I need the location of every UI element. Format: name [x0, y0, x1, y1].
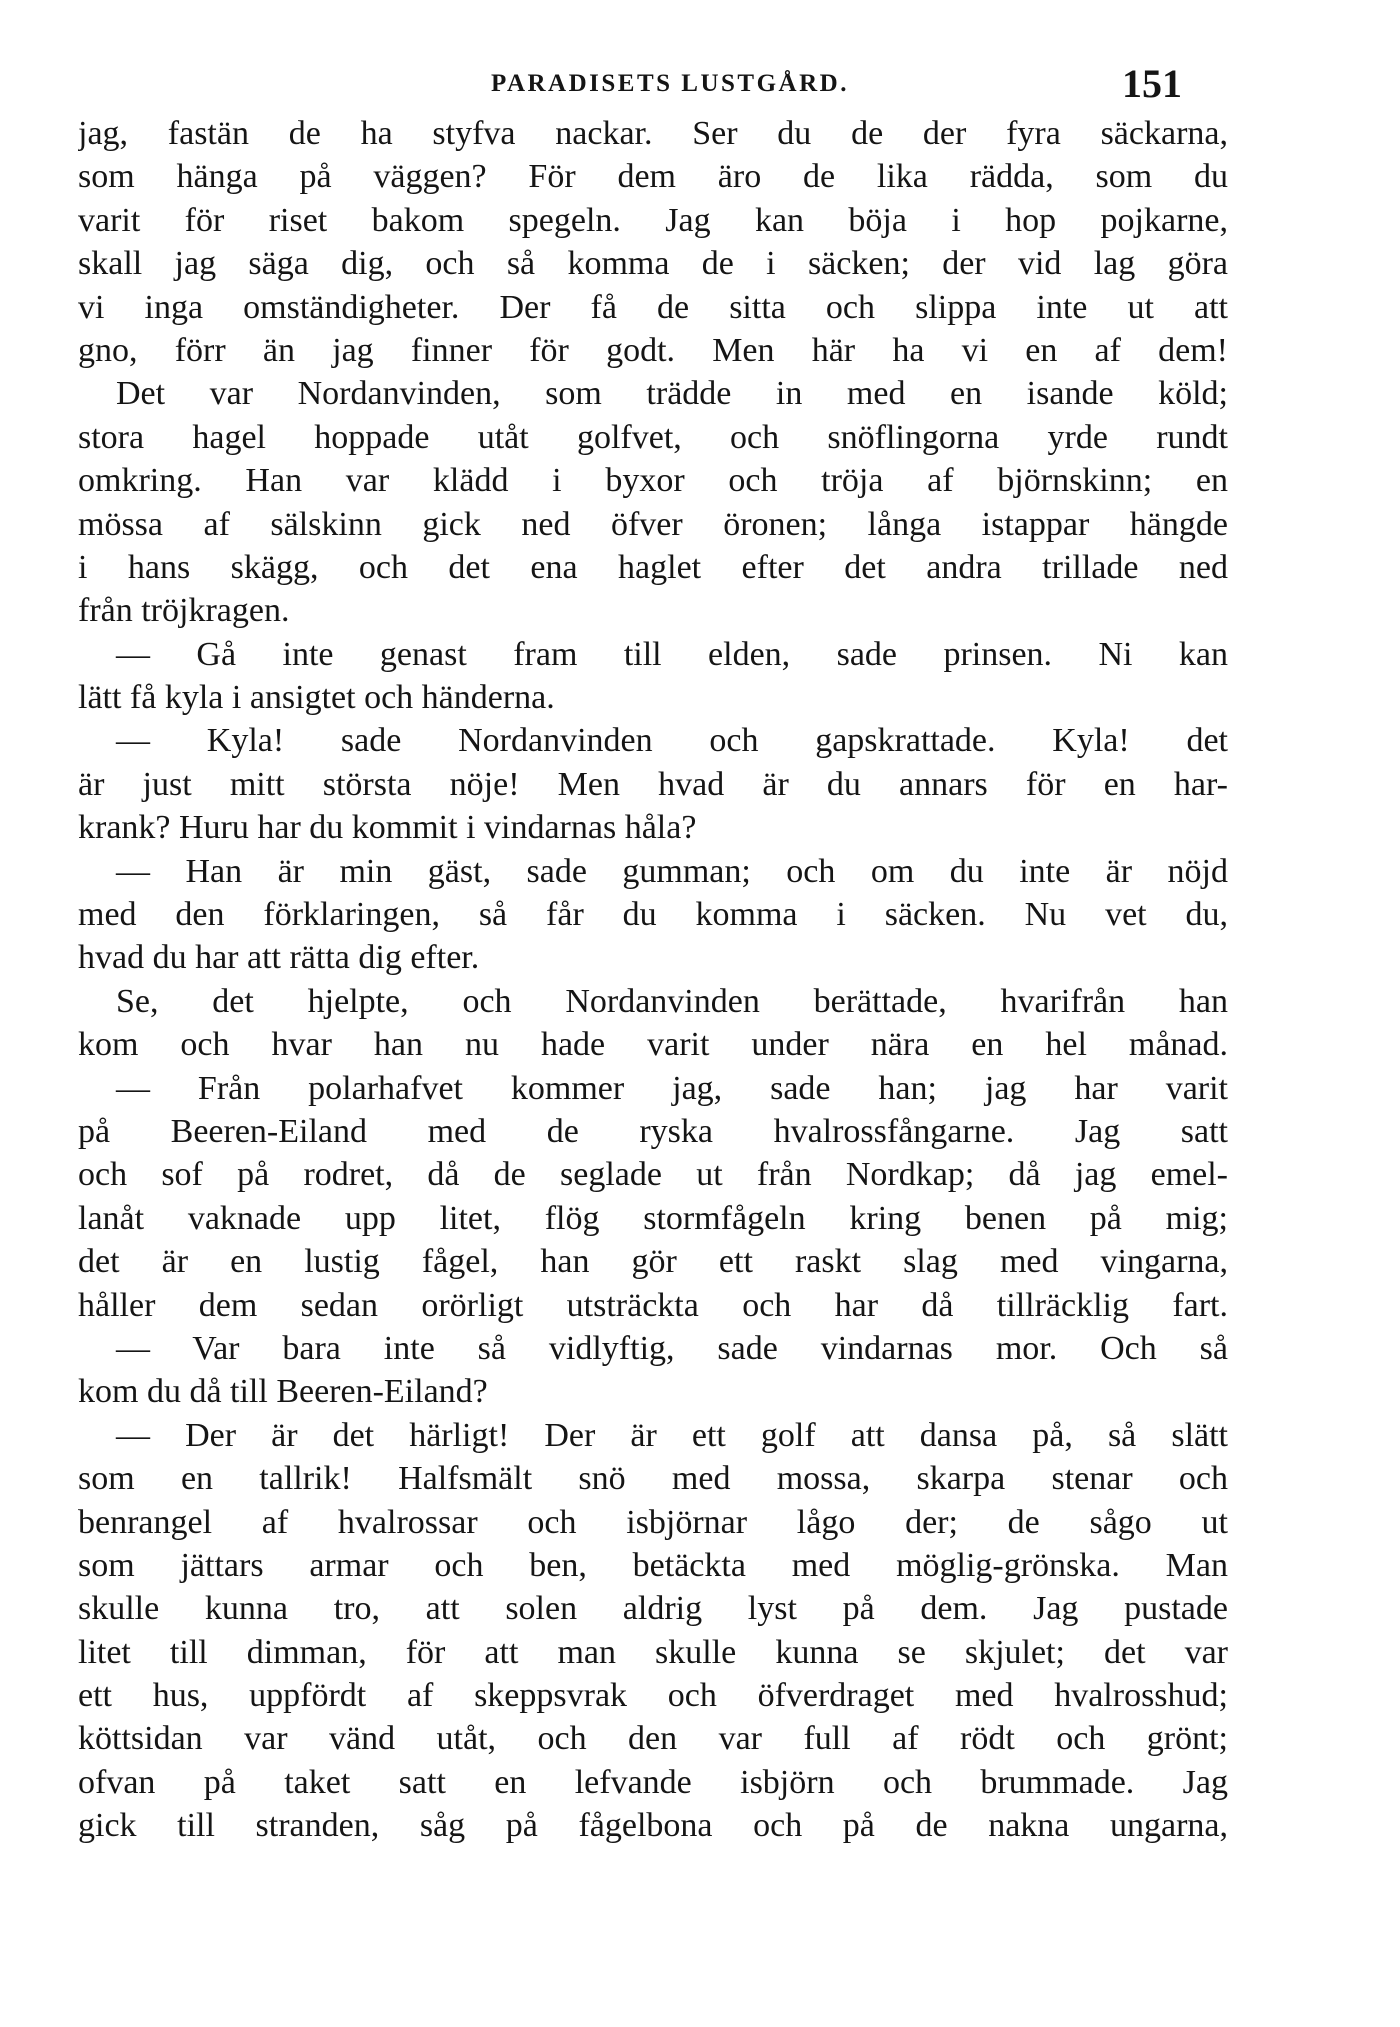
text-line: — Gå inte genast fram till elden, sade prinsen. Ni kan: [116, 635, 1228, 673]
text-line: — Var bara inte så vidlyftig, sade vindarnas mor. Och så: [116, 1329, 1228, 1367]
text-line: som jättars armar och ben, betäckta med möglig-grönska. Man: [78, 1546, 1228, 1584]
text-line: stora hagel hoppade utåt golfvet, och snöflingorna yrde rundt: [78, 418, 1228, 456]
text-line: krank? Huru har du kommit i vindarnas håla?: [78, 809, 697, 847]
text-line: är just mitt största nöje! Men hvad är du annars för en har-: [78, 765, 1228, 803]
text-line: och sof på rodret, då de seglade ut från Nordkap; då jag emel-: [78, 1156, 1228, 1194]
text-line: — Kyla! sade Nordanvinden och gapskrattade. Kyla! det: [116, 722, 1228, 760]
text-line: — Der är det härligt! Der är ett golf att dansa på, så slätt: [116, 1416, 1228, 1454]
text-line: varit för riset bakom spegeln. Jag kan böja i hop pojkarne,: [78, 201, 1228, 239]
text-line: litet till dimman, för att man skulle kunna se skjulet; det var: [78, 1633, 1228, 1671]
text-line: lanåt vaknade upp litet, flög stormfågeln kring benen på mig;: [78, 1199, 1228, 1237]
text-line: omkring. Han var klädd i byxor och tröja af björnskinn; en: [78, 462, 1228, 500]
text-line: skall jag säga dig, och så komma de i säcken; der vid lag göra: [78, 245, 1228, 283]
text-line: Se, det hjelpte, och Nordanvinden berättade, hvarifrån han: [116, 982, 1228, 1020]
text-line: med den förklaringen, så får du komma i säcken. Nu vet du,: [78, 896, 1228, 934]
text-line: det är en lustig fågel, han gör ett raskt slag med vingarna,: [78, 1243, 1228, 1281]
text-line: jag, fastän de ha styfva nackar. Ser du de der fyra säckarna,: [78, 115, 1228, 152]
text-line: mössa af sälskinn gick ned öfver öronen; långa istappar hängde: [78, 505, 1228, 543]
text-line: kom du då till Beeren-Eiland?: [78, 1373, 488, 1411]
text-line: benrangel af hvalrossar och isbjörnar lågo der; de sågo ut: [78, 1503, 1228, 1541]
text-line: — Från polarhafvet kommer jag, sade han; jag har varit: [116, 1069, 1228, 1107]
text-line: lätt få kyla i ansigtet och händerna.: [78, 679, 555, 717]
text-line: vi inga omständigheter. Der få de sitta och slippa inte ut att: [78, 288, 1228, 326]
text-line: gick till stranden, såg på fågelbona och på de nakna ungarna,: [78, 1807, 1228, 1845]
running-head-title: PARADISETS LUSTGÅRD.: [491, 70, 849, 97]
text-line: som hänga på väggen? För dem äro de lika rädda, som du: [78, 158, 1228, 196]
text-line: på Beeren-Eiland med de ryska hvalrossfångarne. Jag satt: [78, 1112, 1228, 1150]
text-line: gno, förr än jag finner för godt. Men här ha vi en af dem!: [78, 331, 1228, 369]
text-line: hvad du har att rätta dig efter.: [78, 939, 480, 977]
text-line: ett hus, uppfördt af skeppsvrak och öfverdraget med hvalrosshud;: [78, 1677, 1228, 1715]
text-line: från tröjkragen.: [78, 592, 290, 630]
text-line: som en tallrik! Halfsmält snö med mossa, skarpa stenar och: [78, 1460, 1228, 1498]
text-line: — Han är min gäst, sade gumman; och om du inte är nöjd: [116, 852, 1228, 890]
text-line: ofvan på taket satt en lefvande isbjörn och brummade. Jag: [78, 1763, 1228, 1801]
text-line: skulle kunna tro, att solen aldrig lyst på dem. Jag pustade: [78, 1590, 1228, 1628]
text-line: Det var Nordanvinden, som trädde in med en isande köld;: [116, 375, 1228, 413]
text-line: i hans skägg, och det ena haglet efter det andra trillade ned: [78, 548, 1228, 586]
text-line: köttsidan var vänd utåt, och den var full af rödt och grönt;: [78, 1720, 1228, 1758]
page-number: 151: [1122, 61, 1182, 106]
text-line: håller dem sedan orörligt utsträckta och har då tillräcklig fart.: [78, 1286, 1228, 1324]
text-line: kom och hvar han nu hade varit under nära en hel månad.: [78, 1026, 1228, 1064]
running-head: [78, 60, 1182, 112]
body-text: [78, 112, 1228, 1848]
